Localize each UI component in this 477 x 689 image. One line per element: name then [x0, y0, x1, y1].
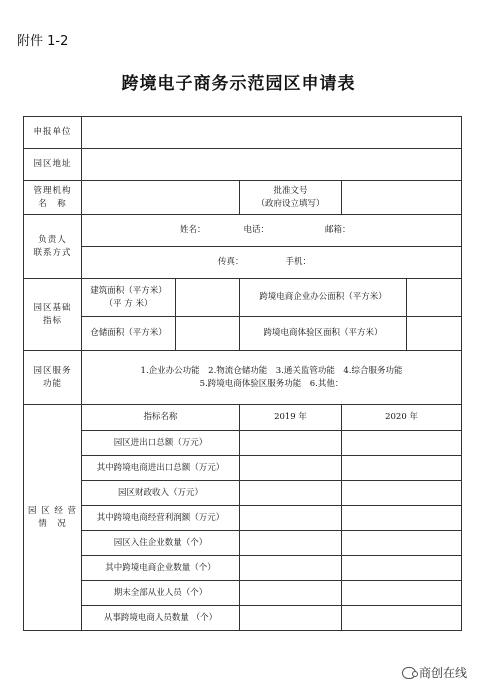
building-area-field[interactable]	[176, 279, 240, 317]
building-area-line1: 建筑面积（平方米）	[90, 285, 167, 296]
value-2019-cell[interactable]	[240, 556, 342, 581]
indicator-name: 从事跨境电商人员数量 （个）	[82, 606, 240, 631]
mobile-label: 手机：	[285, 257, 312, 267]
indicator-name: 其中跨境电商进出口总额（万元）	[82, 456, 240, 481]
address-label: 园区地址	[24, 149, 82, 181]
contact-row-1[interactable]	[82, 215, 462, 247]
fax-label: 传真：	[218, 257, 244, 267]
warehouse-area-field[interactable]	[176, 317, 240, 351]
approval-field[interactable]	[342, 181, 462, 215]
applicant-label: 申报单位	[24, 117, 82, 149]
indicator-name: 其中跨境电商经营利润额（万元）	[82, 506, 240, 531]
warehouse-area-label: 仓储面积（平方米）	[82, 317, 176, 351]
contact-row-2[interactable]	[82, 247, 462, 279]
phone-label: 电话：	[243, 225, 270, 235]
watermark-text: 商创在线	[418, 666, 467, 680]
management-label-line1: 管理机构	[33, 185, 72, 196]
value-2020-cell[interactable]	[342, 606, 462, 631]
address-field[interactable]	[82, 149, 462, 181]
value-2019-cell[interactable]	[240, 606, 342, 631]
service-functions-field[interactable]	[82, 351, 462, 405]
value-2019-cell[interactable]	[240, 531, 342, 556]
indicator-name: 园区财政收入（万元）	[82, 481, 240, 506]
indicator-name: 园区进出口总额（万元）	[82, 431, 240, 456]
value-2020-cell[interactable]	[342, 556, 462, 581]
value-2019-cell[interactable]	[240, 481, 342, 506]
chat-bubble-icon	[402, 667, 416, 679]
contact-label-line1: 负责人	[38, 234, 67, 245]
applicant-field[interactable]	[82, 117, 462, 149]
value-2020-cell[interactable]	[342, 431, 462, 456]
basic-indicators-label	[24, 279, 82, 351]
experience-area-label: 跨境电商体验区面积（平方米）	[240, 317, 407, 351]
basic-label-line2: 指标	[42, 315, 62, 326]
value-2020-cell[interactable]	[342, 456, 462, 481]
service-functions-label	[24, 351, 82, 405]
value-2020-cell[interactable]	[342, 581, 462, 606]
value-2020-cell[interactable]	[342, 531, 462, 556]
year-2020-header: 2020 年	[342, 405, 462, 431]
operations-label-line1: 园 区 经 营	[27, 505, 78, 516]
office-area-field[interactable]	[407, 279, 462, 317]
value-2020-cell[interactable]	[342, 506, 462, 531]
management-label	[24, 181, 82, 215]
management-label-line2: 名 称	[38, 198, 67, 209]
approval-label-line1: 批准文号	[273, 185, 308, 196]
service-label-line1: 园区服务	[33, 365, 72, 376]
value-2020-cell[interactable]	[342, 481, 462, 506]
name-label: 姓名：	[180, 225, 206, 235]
experience-area-field[interactable]	[407, 317, 462, 351]
building-area-label	[82, 279, 176, 317]
year-2019-header: 2019 年	[240, 405, 342, 431]
office-area-label: 跨境电商企业办公面积（平方米）	[240, 279, 407, 317]
contact-label-line2: 联系方式	[33, 247, 72, 258]
operations-label	[24, 405, 82, 631]
indicator-name: 园区入住企业数量（个）	[82, 531, 240, 556]
value-2019-cell[interactable]	[240, 506, 342, 531]
operations-label-line2: 情 况	[38, 518, 67, 529]
form-title: 跨境电子商务示范园区申请表	[121, 74, 356, 94]
value-2019-cell[interactable]	[240, 431, 342, 456]
indicator-name: 期末全部从业人员（个）	[82, 581, 240, 606]
email-label: 邮箱：	[325, 225, 351, 235]
value-2019-cell[interactable]	[240, 456, 342, 481]
approval-label	[240, 181, 342, 215]
approval-label-line2: （政府设立填写）	[256, 198, 325, 209]
building-area-line2: （平 方 米）	[104, 298, 153, 309]
service-options-line1: 1.企业办公功能 2.物流仓储功能 3.通关监管功能 4.综合服务功能	[140, 365, 403, 376]
indicator-header: 指标名称	[82, 405, 240, 431]
service-label-line2: 功能	[42, 378, 62, 389]
attachment-label: 附件 1-2	[17, 34, 69, 49]
contact-label	[24, 215, 82, 279]
value-2019-cell[interactable]	[240, 581, 342, 606]
application-form-table	[23, 116, 462, 631]
watermark	[402, 664, 467, 681]
indicator-name: 其中跨境电商企业数量（个）	[82, 556, 240, 581]
basic-label-line1: 园区基础	[33, 302, 72, 313]
service-options-line2: 5.跨境电商体验区服务功能 6.其他：	[199, 378, 344, 389]
management-field[interactable]	[82, 181, 240, 215]
